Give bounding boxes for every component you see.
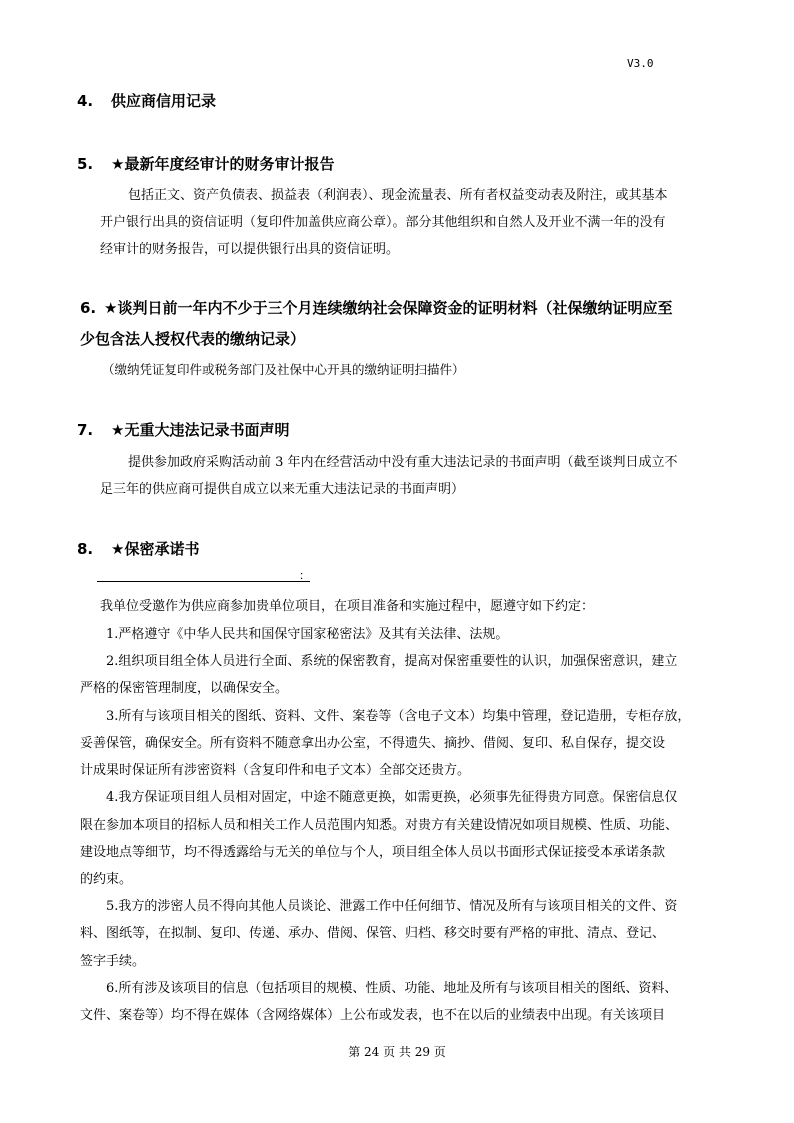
section-6-heading bbox=[80, 297, 672, 318]
section-4-heading bbox=[77, 90, 216, 111]
paragraph-line: 3.所有与该项目相关的图纸、资料、文件、案卷等（含电子文本）均集中管理，登记造册，专柜存放， bbox=[106, 709, 691, 724]
paragraph-line: 提供参加政府采购活动前 3 年内在经营活动中没有重大违法记录的书面声明（截至谈判日成立不 bbox=[128, 455, 678, 470]
section-5-heading bbox=[77, 153, 334, 174]
section-number: 8. bbox=[77, 540, 94, 558]
paragraph-line: 妥善保管，确保安全。所有资料不随意拿出办公室，不得遗失、摘抄、借阅、复印、私自保存，提交设 bbox=[80, 736, 666, 751]
section-title: 供应商信用记录 bbox=[111, 92, 217, 110]
paragraph-line: 足三年的供应商可提供自成立以来无重大违法记录的书面声明） bbox=[100, 482, 465, 497]
paragraph-line: 严格的保密管理制度，以确保安全。 bbox=[80, 681, 289, 696]
section-title: ★谈判日前一年内不少于三个月连续缴纳社会保障资金的证明材料（社保缴纳证明应至 bbox=[104, 299, 673, 317]
paragraph-line: 限在参加本项目的招标人员和相关工作人员范围内知悉。对贵方有关建设情况如项目规模、性质、功能、 bbox=[80, 818, 679, 833]
section-title: ★无重大违法记录书面声明 bbox=[111, 421, 290, 439]
paragraph-line: 签字手续。 bbox=[80, 954, 146, 969]
page-footer: 第 24 页 共 29 页 bbox=[348, 1045, 446, 1059]
paragraph-line: 开户银行出具的资信证明（复印件加盖供应商公章）。部分其他组织和自然人及开业不满一年的没有 bbox=[100, 215, 666, 230]
version-label: V3.0 bbox=[627, 57, 654, 70]
section-title: ★保密承诺书 bbox=[111, 540, 200, 558]
paragraph-line: 的约束。 bbox=[80, 872, 133, 887]
section-number: 5. bbox=[77, 155, 94, 173]
section-number: 6. bbox=[80, 299, 97, 317]
paragraph-line: 2.组织项目组全体人员进行全面、系统的保密教育，提高对保密重要性的认识，加强保密意识，建立 bbox=[106, 654, 678, 669]
paragraph-line: 计成果时保证所有涉密资料（含复印件和电子文本）全部交还贵方。 bbox=[80, 763, 471, 778]
paragraph-line: 5.我方的涉密人员不得向其他人员谈论、泄露工作中任何细节、情况及所有与该项目相关的文件、资 bbox=[106, 899, 678, 914]
paragraph-line: 建设地点等细节，均不得透露给与无关的单位与个人，项目组全体人员以书面形式保证接受本承诺条款 bbox=[80, 845, 666, 860]
section-6-heading-cont: 少包含法人授权代表的缴纳记录） bbox=[80, 330, 306, 348]
section-7-heading bbox=[77, 419, 289, 440]
section-number: 4. bbox=[77, 92, 94, 110]
section-title: ★最新年度经审计的财务审计报告 bbox=[111, 155, 335, 173]
paragraph-line: 包括正文、资产负债表、损益表（利润表）、现金流量表、所有者权益变动表及附注，或其基本 bbox=[128, 188, 668, 203]
paragraph-line: 4.我方保证项目组人员相对固定，中途不随意更换，如需更换，必须事先征得贵方同意。保密信息仅 bbox=[106, 790, 678, 805]
paragraph-line: 料、图纸等，在拟制、复印、传递、承办、借阅、保管、归档、移交时要有严格的审批、清点、登记、 bbox=[80, 926, 666, 941]
paragraph-line: 经审计的财务报告，可以提供银行出具的资信证明。 bbox=[100, 242, 400, 257]
paragraph-line: 我单位受邀作为供应商参加贵单位项目，在项目准备和实施过程中，愿遵守如下约定： bbox=[100, 599, 595, 614]
section-note: （缴纳凭证复印件或税务部门及社保中心开具的缴纳证明扫描件） bbox=[102, 362, 465, 377]
addressee-blank-line: ： bbox=[97, 567, 310, 582]
paragraph-line: 文件、案卷等）均不得在媒体（含网络媒体）上公布或发表，也不在以后的业绩表中出现。有关该项目 bbox=[80, 1008, 666, 1023]
paragraph-line: 6.所有涉及该项目的信息（包括项目的规模、性质、功能、地址及所有与该项目相关的图纸、资料、 bbox=[106, 981, 678, 996]
section-number: 7. bbox=[77, 421, 94, 439]
section-8-heading bbox=[77, 538, 199, 559]
paragraph-line: 1.严格遵守《中华人民共和国保守国家秘密法》及其有关法律、法规。 bbox=[106, 627, 509, 642]
